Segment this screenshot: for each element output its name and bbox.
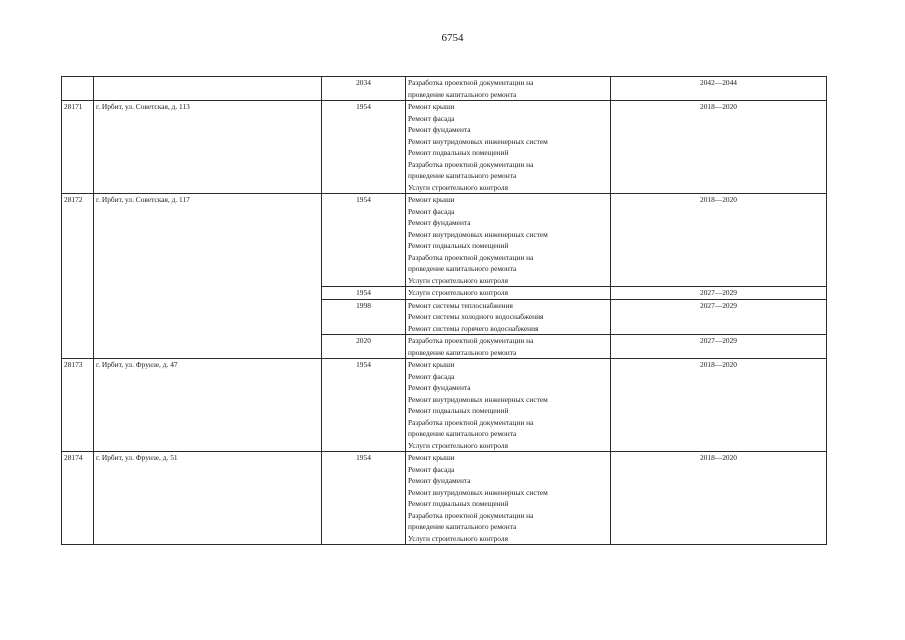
work-item: Ремонт фасада <box>408 464 455 474</box>
work-item: Ремонт внутридомовых инженерных систем <box>408 487 548 497</box>
works-cell <box>406 299 611 335</box>
work-item: Разработка проектной документации на <box>408 252 534 262</box>
year-cell: 1954 <box>322 287 406 300</box>
work-item: Ремонт фасада <box>408 206 455 216</box>
period-cell: 2027—2029 <box>611 335 827 359</box>
house-id-cell: 28172 <box>62 194 94 359</box>
year-cell: 1998 <box>322 299 406 335</box>
work-item: Ремонт фасада <box>408 371 455 381</box>
work-item: Услуги строительного контроля <box>408 275 508 285</box>
house-id-cell <box>62 77 94 101</box>
work-item: Ремонт подвальных помещений <box>408 241 509 250</box>
period-cell: 2027—2029 <box>611 287 827 300</box>
year-cell: 1954 <box>322 359 406 452</box>
work-item: Ремонт внутридомовых инженерных систем <box>408 394 548 404</box>
work-item: проведение капитального ремонта <box>408 347 517 357</box>
work-item: Ремонт фундамента <box>408 125 471 134</box>
works-cell <box>406 287 611 300</box>
work-item: Ремонт фундамента <box>408 383 471 392</box>
work-item: Ремонт внутридомовых инженерных систем <box>408 136 548 146</box>
year-cell: 1954 <box>322 101 406 194</box>
table-body <box>62 77 827 545</box>
works-cell <box>406 335 611 359</box>
work-item: проведение капитального ремонта <box>408 264 517 273</box>
period-cell: 2042—2044 <box>611 77 827 101</box>
work-item: Ремонт крыши <box>408 102 455 111</box>
works-cell <box>406 77 611 101</box>
works-cell <box>406 452 611 545</box>
work-item: Ремонт подвальных помещений <box>408 148 509 157</box>
work-item: Ремонт системы теплоснабжения <box>408 300 513 310</box>
table-row <box>62 194 827 287</box>
year-cell: 1954 <box>322 194 406 287</box>
work-item: Ремонт крыши <box>408 453 455 462</box>
house-id-cell: 28171 <box>62 101 94 194</box>
address-cell: г. Ирбит, ул. Фрунзе, д. 47 <box>94 359 322 452</box>
work-item: Услуги строительного контроля <box>408 182 508 192</box>
work-item: Ремонт подвальных помещений <box>408 406 509 415</box>
work-item: проведение капитального ремонта <box>408 89 517 99</box>
house-id-cell: 28174 <box>62 452 94 545</box>
table-row <box>62 101 827 194</box>
work-item: Ремонт системы холодного водоснабжения <box>408 312 544 321</box>
work-item: Услуги строительного контроля <box>408 440 508 450</box>
period-cell: 2018—2020 <box>611 452 827 545</box>
works-cell <box>406 194 611 287</box>
year-cell: 2020 <box>322 335 406 359</box>
address-cell: г. Ирбит, ул. Фрунзе, д. 51 <box>94 452 322 545</box>
work-item: Разработка проектной документации на <box>408 510 534 520</box>
work-item: Ремонт фундамента <box>408 218 471 227</box>
work-item: Разработка проектной документации на <box>408 417 534 427</box>
address-cell <box>94 77 322 101</box>
work-item: проведение капитального ремонта <box>408 171 517 180</box>
table-row <box>62 77 827 101</box>
works-cell <box>406 359 611 452</box>
work-item: проведение капитального ремонта <box>408 522 517 531</box>
work-item: Ремонт крыши <box>408 195 455 204</box>
works-cell <box>406 101 611 194</box>
house-id-cell: 28173 <box>62 359 94 452</box>
period-cell: 2027—2029 <box>611 299 827 335</box>
work-item: Ремонт системы горячего водоснабжения <box>408 323 539 333</box>
table-row <box>62 359 827 452</box>
year-cell: 2034 <box>322 77 406 101</box>
work-item: Разработка проектной документации на <box>408 159 534 169</box>
capital-repair-schedule-table <box>61 76 827 545</box>
work-item: Разработка проектной документации на <box>408 78 534 87</box>
work-item: Ремонт подвальных помещений <box>408 499 509 508</box>
address-cell: г. Ирбит, ул. Советская, д. 117 <box>94 194 322 359</box>
year-cell: 1954 <box>322 452 406 545</box>
period-cell: 2018—2020 <box>611 194 827 287</box>
address-cell: г. Ирбит, ул. Советская, д. 113 <box>94 101 322 194</box>
work-item: Ремонт внутридомовых инженерных систем <box>408 229 548 239</box>
period-cell: 2018—2020 <box>611 359 827 452</box>
table-row <box>62 452 827 545</box>
period-cell: 2018—2020 <box>611 101 827 194</box>
work-item: Разработка проектной документации на <box>408 336 534 345</box>
work-item: проведение капитального ремонта <box>408 429 517 438</box>
work-item: Услуги строительного контроля <box>408 533 508 543</box>
work-item: Ремонт фундамента <box>408 476 471 485</box>
page-number: 6754 <box>441 32 464 44</box>
work-item: Ремонт фасада <box>408 113 455 123</box>
work-item: Услуги строительного контроля <box>408 288 508 297</box>
work-item: Ремонт крыши <box>408 360 455 369</box>
